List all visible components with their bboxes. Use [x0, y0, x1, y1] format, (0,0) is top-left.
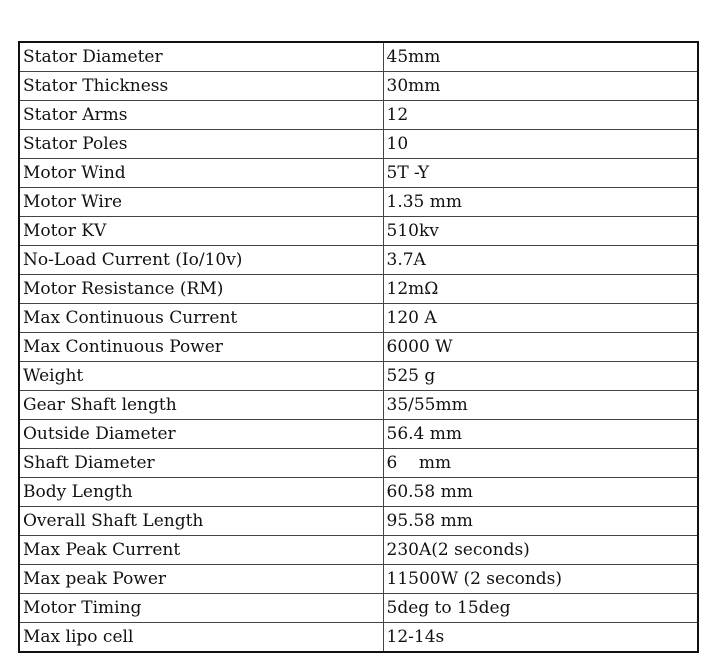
- table-row: [19, 217, 698, 246]
- spec-value: 11500W (2 seconds): [383, 565, 698, 594]
- spec-value: 6 mm: [383, 449, 698, 478]
- spec-value: 6000 W: [383, 333, 698, 362]
- table-row: [19, 72, 698, 101]
- spec-label: Motor Timing: [19, 594, 383, 623]
- spec-label: Motor Wire: [19, 188, 383, 217]
- spec-label: Max lipo cell: [19, 623, 383, 653]
- table-row: [19, 507, 698, 536]
- table-row: [19, 275, 698, 304]
- spec-label: Stator Arms: [19, 101, 383, 130]
- spec-label: Max Continuous Power: [19, 333, 383, 362]
- spec-value: 60.58 mm: [383, 478, 698, 507]
- spec-value: 3.7A: [383, 246, 698, 275]
- table-row: [19, 565, 698, 594]
- table-row: [19, 42, 698, 72]
- table-row: [19, 304, 698, 333]
- spec-label: Shaft Diameter: [19, 449, 383, 478]
- spec-label: Stator Diameter: [19, 42, 383, 72]
- spec-label: Max peak Power: [19, 565, 383, 594]
- table-row: [19, 130, 698, 159]
- spec-label: Weight: [19, 362, 383, 391]
- spec-value: 510kv: [383, 217, 698, 246]
- table-row: [19, 333, 698, 362]
- spec-value: 35/55mm: [383, 391, 698, 420]
- spec-value: 230A(2 seconds): [383, 536, 698, 565]
- spec-value: 525 g: [383, 362, 698, 391]
- table-row: [19, 478, 698, 507]
- table-row: [19, 594, 698, 623]
- table-row: [19, 159, 698, 188]
- spec-value: 45mm: [383, 42, 698, 72]
- spec-label: Motor Wind: [19, 159, 383, 188]
- spec-value: 56.4 mm: [383, 420, 698, 449]
- table-row: [19, 623, 698, 653]
- spec-label: No-Load Current (Io/10v): [19, 246, 383, 275]
- spec-value: 12-14s: [383, 623, 698, 653]
- spec-label: Gear Shaft length: [19, 391, 383, 420]
- table-row: [19, 188, 698, 217]
- spec-label: Max Peak Current: [19, 536, 383, 565]
- spec-value: 12: [383, 101, 698, 130]
- spec-value: 5deg to 15deg: [383, 594, 698, 623]
- spec-label: Stator Poles: [19, 130, 383, 159]
- spec-table-body: [19, 42, 698, 652]
- spec-value: 10: [383, 130, 698, 159]
- spec-label: Body Length: [19, 478, 383, 507]
- spec-label: Motor KV: [19, 217, 383, 246]
- table-row: [19, 101, 698, 130]
- spec-label: Stator Thickness: [19, 72, 383, 101]
- spec-label: Motor Resistance (RM): [19, 275, 383, 304]
- spec-value: 5T -Y: [383, 159, 698, 188]
- table-row: [19, 536, 698, 565]
- spec-value: 120 A: [383, 304, 698, 333]
- table-row: [19, 246, 698, 275]
- spec-label: Overall Shaft Length: [19, 507, 383, 536]
- spec-table: [18, 41, 699, 653]
- spec-value: 12mΩ: [383, 275, 698, 304]
- spec-label: Max Continuous Current: [19, 304, 383, 333]
- table-row: [19, 420, 698, 449]
- table-row: [19, 449, 698, 478]
- spec-value: 95.58 mm: [383, 507, 698, 536]
- spec-label: Outside Diameter: [19, 420, 383, 449]
- spec-value: 1.35 mm: [383, 188, 698, 217]
- spec-value: 30mm: [383, 72, 698, 101]
- table-row: [19, 391, 698, 420]
- table-row: [19, 362, 698, 391]
